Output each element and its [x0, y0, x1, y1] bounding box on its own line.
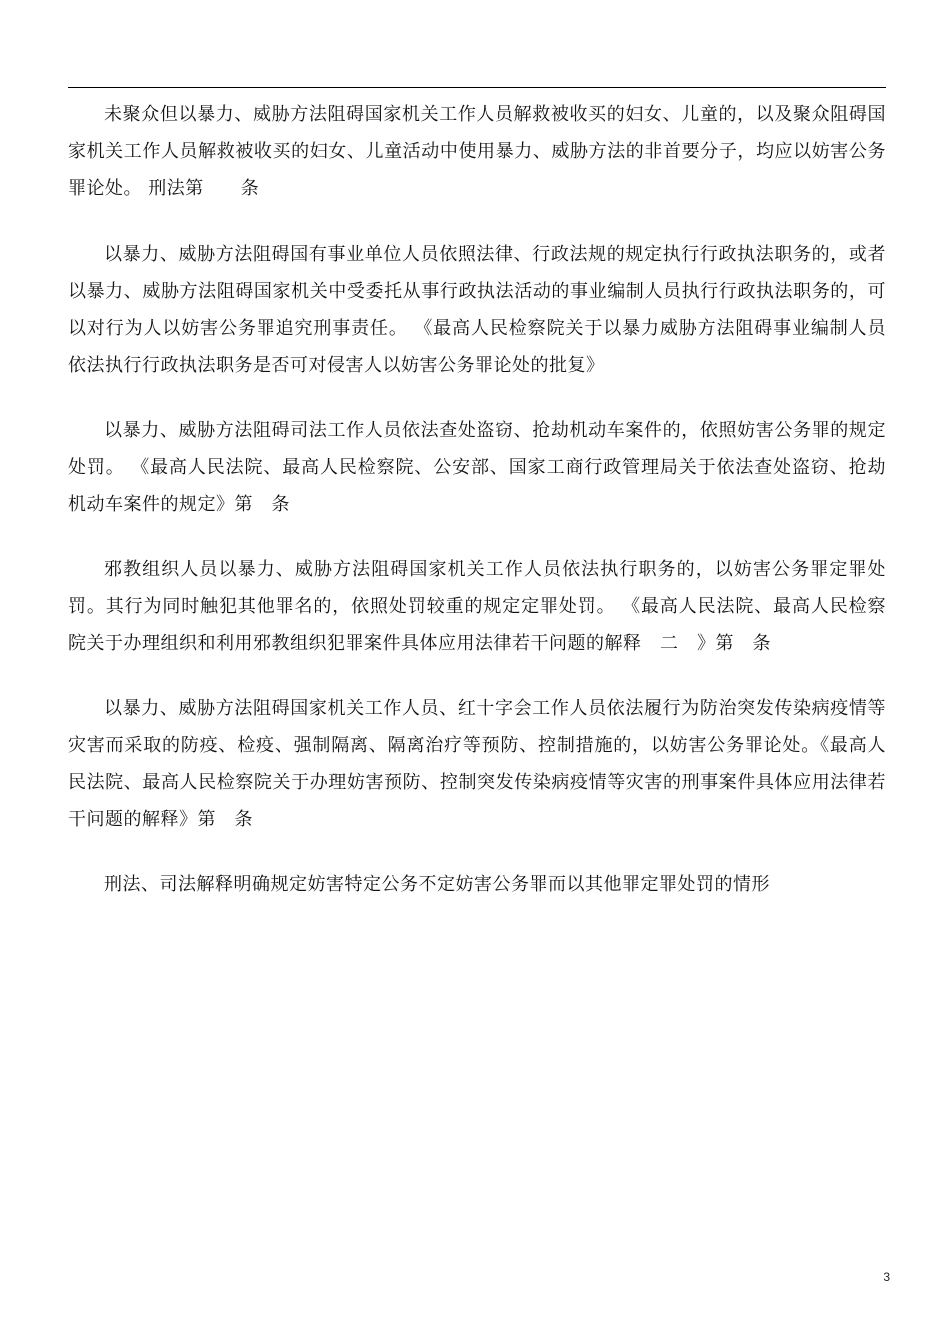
section-heading: 刑法、司法解释明确规定妨害特定公务不定妨害公务罪而以其他罪定罪处罚的情形	[104, 874, 770, 895]
paragraph-1: 未聚众但以暴力、威胁方法阻碍国家机关工作人员解救被收买的妇女、儿童的，以及聚众阻碍国家机关工作人员解救被收买的妇女、儿童活动中使用暴力、威胁方法的非首要分子，均应以妨害公务罪论处。 刑法第 条	[68, 104, 886, 199]
paragraph-2: 以暴力、威胁方法阻碍国有事业单位人员依照法律、行政法规的规定执行行政执法职务的，或者以暴力、威胁方法阻碍国家机关中受委托从事行政执法活动的事业编制人员执行行政执法职务的，可以对行为人以妨害公务罪追究刑事责任。 《最高人民检察院关于以暴力威胁方法阻碍事业编制人员依法执行行政执法职务是否可对侵害人以妨害公务罪论处的批复》	[68, 244, 886, 376]
document-body	[68, 96, 886, 903]
paragraph-4: 邪教组织人员以暴力、威胁方法阻碍国家机关工作人员依法执行职务的，以妨害公务罪定罪处罚。其行为同时触犯其他罪名的，依照处罚较重的规定定罪处罚。 《最高人民法院、最高人民检察院关于办理组织和利用邪教组织犯罪案件具体应用法律若干问题的解释 二 》第 条	[68, 559, 886, 654]
page-number: 3	[883, 1270, 890, 1284]
paragraph-3: 以暴力、威胁方法阻碍司法工作人员依法查处盗窃、抢劫机动车案件的，依照妨害公务罪的规定处罚。 《最高人民法院、最高人民检察院、公安部、国家工商行政管理局关于依法查处盗窃、抢劫机动车案件的规定》第 条	[68, 420, 886, 515]
paragraph-5: 以暴力、威胁方法阻碍国家机关工作人员、红十字会工作人员依法履行为防治突发传染病疫情等灾害而采取的防疫、检疫、强制隔离、隔离治疗等预防、控制措施的，以妨害公务罪论处。《最高人民法院、最高人民检察院关于办理妨害预防、控制突发传染病疫情等灾害的刑事案件具体应用法律若干问题的解释》第 条	[68, 698, 886, 830]
header-rule	[68, 87, 886, 88]
